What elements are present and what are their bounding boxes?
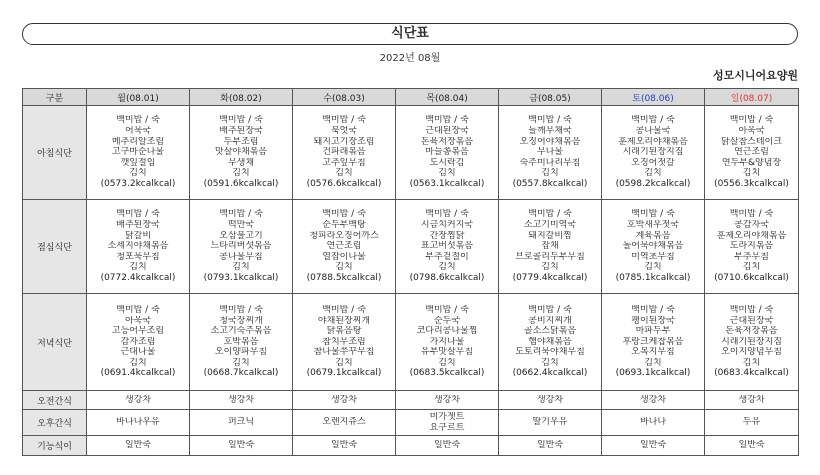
menu-item: 호박새우젓국 <box>626 220 680 231</box>
menu-cell-sat <box>602 106 705 200</box>
menu-item: 콩비지찌개 <box>528 315 572 326</box>
menu-item: 시래기된장지짐 <box>721 336 782 347</box>
menu-item: 콩감자국 <box>734 220 769 231</box>
menu-item: (0683.4kcalkcal) <box>714 368 789 379</box>
menu-item: 백미밥 / 죽 <box>116 304 160 315</box>
menu-item: 무나물 <box>536 147 564 158</box>
menu-cell-thu <box>396 200 499 294</box>
menu-item: (0691.4kcalkcal) <box>100 368 176 379</box>
menu-item: (0788.5kcalkcal) <box>306 272 382 283</box>
menu-month: 2022년 08월 <box>379 53 441 64</box>
menu-item: (0576.6kcalkcal) <box>306 178 382 189</box>
menu-item: 김치 <box>742 262 761 273</box>
menu-item: 시래기된장지짐 <box>622 147 684 158</box>
menu-item: 야채된장찌개 <box>317 315 371 326</box>
menu-item: 소고기미역국 <box>523 220 577 231</box>
menu-item: 생강차 <box>738 394 765 405</box>
menu-item: 일반죽 <box>124 440 152 451</box>
menu-item: 도토리묵야채무침 <box>515 347 585 358</box>
menu-item: 콩나물국 <box>635 126 671 137</box>
menu-item: 생강차 <box>124 394 152 405</box>
menu-item: 고등어무조림 <box>111 326 165 337</box>
am-snack-row <box>23 391 799 410</box>
menu-cell-wed <box>293 391 396 410</box>
menu-item: 일반죽 <box>227 440 255 451</box>
menu-item: 닭볶음탕 <box>326 326 362 337</box>
menu-cell-thu <box>396 106 499 200</box>
menu-cell-fri <box>499 200 602 294</box>
menu-item: 잡채 <box>541 241 559 252</box>
menu-item: 김치 <box>232 168 250 179</box>
menu-item: 훈제오리야채볶음 <box>618 136 688 147</box>
menu-item: (0668.7kcalkcal) <box>203 368 279 379</box>
row-label: 저녁식단 <box>23 294 87 391</box>
menu-item: 소고기숙주볶음 <box>210 326 272 337</box>
menu-item: 표고버섯볶음 <box>420 241 474 252</box>
menu-item: 백미밥 / 죽 <box>729 209 774 220</box>
facility-name: 성모시니어요양원 <box>712 69 798 82</box>
menu-item: 계육볶음 <box>635 230 671 241</box>
menu-item: 호박볶음 <box>223 336 259 347</box>
menu-item: (0556.3kcalkcal) <box>714 178 789 189</box>
menu-item: 도라지볶음 <box>729 241 774 252</box>
menu-item: 백미밥 / 죽 <box>528 115 572 126</box>
menu-item: 고구마순나물 <box>111 147 165 158</box>
breakfast-row <box>23 106 799 200</box>
menu-item: 김치 <box>232 262 250 273</box>
menu-item: 근대나물 <box>120 347 156 358</box>
menu-item: 숙주미나리무침 <box>519 157 581 168</box>
menu-item: 돈육저장볶음 <box>725 326 778 337</box>
menu-item: 김치 <box>438 357 456 368</box>
menu-item: 유부맛살무침 <box>420 347 474 358</box>
menu-item: 퍼크닉 <box>227 417 255 428</box>
menu-item: 콩나물무침 <box>219 251 263 262</box>
menu-item: 돈육저장볶음 <box>420 136 474 147</box>
menu-cell-sun <box>705 106 799 200</box>
menu-item: 김치 <box>335 262 353 273</box>
menu-item: 백미밥 / 죽 <box>729 115 774 126</box>
menu-cell-thu <box>396 436 499 456</box>
menu-item: 생강차 <box>330 394 358 405</box>
menu-item: 햄야채볶음 <box>528 336 572 347</box>
menu-item: 들깨무채국 <box>528 126 572 137</box>
header-row <box>23 89 799 106</box>
menu-item: 백미밥 / 죽 <box>631 304 675 315</box>
menu-cell-tue <box>190 200 293 294</box>
menu-item: 북엇국 <box>330 126 358 137</box>
menu-item: 백미밥 / 죽 <box>219 304 263 315</box>
menu-cell-sat <box>602 294 705 391</box>
menu-cell-thu <box>396 391 499 410</box>
menu-title: 식단표 <box>22 23 798 45</box>
menu-item: 김치 <box>541 357 559 368</box>
menu-item: 딸기우유 <box>532 417 568 428</box>
menu-item: 마늘쫑볶음 <box>425 147 469 158</box>
menu-item: 김치 <box>129 357 147 368</box>
menu-item: 느타리버섯볶음 <box>210 241 272 252</box>
menu-item: (0710.6kcalkcal) <box>714 272 789 283</box>
menu-cell-thu <box>396 294 499 391</box>
dinner-row <box>23 294 799 391</box>
menu-item: 후랑크케찹볶음 <box>622 336 684 347</box>
menu-cell-mon <box>87 391 190 410</box>
menu-cell-mon <box>87 410 190 436</box>
menu-item: 연두부&양념장 <box>721 157 782 168</box>
menu-item: 김치 <box>129 262 147 273</box>
day-header-sun: 일(08.07) <box>705 89 799 106</box>
menu-item: 일반죽 <box>738 440 765 451</box>
menu-item: 닭갈비 <box>124 230 152 241</box>
menu-cell-fri <box>499 294 602 391</box>
menu-item: 김치 <box>742 168 761 179</box>
menu-item: 미가젯트 <box>429 411 465 422</box>
menu-item: 어묵국 <box>124 126 152 137</box>
menu-item: 백미밥 / 죽 <box>631 209 675 220</box>
menu-cell-sun <box>705 410 799 436</box>
menu-item: 참나물쭈꾸무침 <box>313 347 375 358</box>
menu-cell-tue <box>190 410 293 436</box>
menu-cell-mon <box>87 294 190 391</box>
menu-item: (0785.1kcalkcal) <box>615 272 691 283</box>
menu-item: 아욱국 <box>124 315 152 326</box>
menu-item: 백미밥 / 죽 <box>425 115 469 126</box>
menu-item: 소세지야채볶음 <box>107 241 169 252</box>
menu-item: 근대된장국 <box>425 126 469 137</box>
menu-item: 백미밥 / 죽 <box>631 115 675 126</box>
menu-cell-mon <box>87 106 190 200</box>
menu-item: 맛살야채볶음 <box>214 147 268 158</box>
row-label: 오전간식 <box>23 391 87 410</box>
menu-cell-wed <box>293 294 396 391</box>
menu-item: 도시락김 <box>429 157 465 168</box>
menu-cell-sat <box>602 200 705 294</box>
menu-item: (0563.1kcalkcal) <box>409 178 485 189</box>
menu-item: 깻잎절임 <box>120 157 156 168</box>
day-header-mon: 월(08.01) <box>87 89 190 106</box>
menu-cell-sat <box>602 410 705 436</box>
day-header-fri: 금(08.05) <box>499 89 602 106</box>
day-header-wed: 수(08.03) <box>293 89 396 106</box>
menu-cell-fri <box>499 436 602 456</box>
menu-item: (0573.2kcalkcal) <box>100 178 176 189</box>
menu-item: (0662.4kcalkcal) <box>512 368 588 379</box>
menu-cell-wed <box>293 200 396 294</box>
menu-item: 미역초무침 <box>631 251 675 262</box>
menu-item: 김치 <box>438 262 456 273</box>
menu-item: 고추잎무침 <box>322 157 366 168</box>
menu-item: 코다리콩나물찜 <box>416 326 478 337</box>
menu-item: 두부조림 <box>223 136 259 147</box>
menu-item: 백미밥 / 죽 <box>322 209 366 220</box>
menu-item: 김치 <box>129 168 147 179</box>
menu-item: (0772.4kcalkcal) <box>100 272 176 283</box>
menu-item: 생강차 <box>639 394 667 405</box>
menu-item: 청피라오징어까스 <box>309 230 379 241</box>
menu-item: 김치 <box>541 262 559 273</box>
day-header-tue: 화(08.02) <box>190 89 293 106</box>
menu-item: 백미밥 / 죽 <box>116 115 160 126</box>
menu-item: 김치 <box>541 168 559 179</box>
row-label: 오후간식 <box>23 410 87 436</box>
menu-cell-sat <box>602 436 705 456</box>
menu-item: 참치무조림 <box>322 336 366 347</box>
menu-item: 청포묵무침 <box>116 251 160 262</box>
menu-item: 떡만국 <box>227 220 255 231</box>
menu-cell-wed <box>293 436 396 456</box>
menu-cell-wed <box>293 106 396 200</box>
menu-item: 부추겉절이 <box>425 251 469 262</box>
row-label: 기능식이 <box>23 436 87 456</box>
lunch-row <box>23 200 799 294</box>
menu-item: 마파두부 <box>635 326 671 337</box>
menu-cell-tue <box>190 436 293 456</box>
menu-item: 오렌지쥬스 <box>322 417 366 428</box>
menu-item: 순두국 <box>433 315 461 326</box>
menu-item: (0779.4kcalkcal) <box>512 272 588 283</box>
menu-cell-sun <box>705 294 799 391</box>
menu-item: 백미밥 / 죽 <box>528 304 572 315</box>
menu-item: 브로콜리두부무침 <box>515 251 585 262</box>
menu-item: 팽이된장국 <box>631 315 675 326</box>
menu-item: 닭살참스테이크 <box>721 136 782 147</box>
menu-cell-sun <box>705 436 799 456</box>
menu-item: 메추리알조림 <box>111 136 165 147</box>
menu-cell-tue <box>190 294 293 391</box>
menu-item: (0798.6kcalkcal) <box>409 272 485 283</box>
menu-item: 오복지무침 <box>631 347 675 358</box>
menu-item: 돌어묵야채볶음 <box>622 241 684 252</box>
menu-item: 간장찜닭 <box>429 230 465 241</box>
menu-item: (0683.5kcalkcal) <box>409 368 485 379</box>
menu-item: 일반죽 <box>639 440 667 451</box>
menu-table <box>22 88 799 456</box>
menu-item: 김치 <box>232 357 250 368</box>
menu-item: 바나나 <box>639 417 667 428</box>
menu-item: 김치 <box>335 357 353 368</box>
menu-item: 가지나물 <box>429 336 465 347</box>
menu-item: 김치 <box>644 262 662 273</box>
menu-item: 감자조림 <box>120 336 156 347</box>
menu-item: 오징어야채볶음 <box>519 136 581 147</box>
menu-cell-mon <box>87 436 190 456</box>
menu-cell-fri <box>499 410 602 436</box>
menu-item: 백미밥 / 죽 <box>219 209 263 220</box>
menu-item: 김치 <box>644 168 662 179</box>
menu-item: 김치 <box>742 357 761 368</box>
menu-item: 생강차 <box>227 394 255 405</box>
menu-cell-mon <box>87 200 190 294</box>
menu-item: 아욱국 <box>738 126 765 137</box>
menu-item: 김치 <box>335 168 353 179</box>
menu-item: 백미밥 / 죽 <box>425 209 469 220</box>
menu-item: 백미밥 / 죽 <box>729 304 774 315</box>
menu-item: 돼지갈비찜 <box>528 230 572 241</box>
menu-item: 순두부백탕 <box>322 220 366 231</box>
menu-item: 훈제오리야채볶음 <box>716 230 787 241</box>
menu-item: 두유 <box>742 417 761 428</box>
menu-item: (0598.2kcalkcal) <box>615 178 691 189</box>
menu-item: 백미밥 / 죽 <box>116 209 160 220</box>
menu-item: 일반죽 <box>536 440 564 451</box>
menu-item: 일반죽 <box>433 440 461 451</box>
menu-item: (0793.1kcalkcal) <box>203 272 279 283</box>
menu-cell-wed <box>293 410 396 436</box>
menu-item: 청국장찌개 <box>219 315 263 326</box>
menu-item: 돼지고기장조림 <box>313 136 375 147</box>
menu-item: 골소스닭볶음 <box>523 326 577 337</box>
menu-item: 오삼불고기 <box>219 230 263 241</box>
menu-item: 일반죽 <box>330 440 358 451</box>
menu-item: 백미밥 / 죽 <box>322 304 366 315</box>
menu-item: 배추된장국 <box>116 220 160 231</box>
menu-cell-tue <box>190 106 293 200</box>
corner-header: 구분 <box>23 89 87 106</box>
functional-diet-row <box>23 436 799 456</box>
menu-item: 바나나우유 <box>116 417 160 428</box>
menu-item: (0679.1kcalkcal) <box>306 368 382 379</box>
menu-item: (0557.8kcalkcal) <box>512 178 588 189</box>
menu-item: 백미밥 / 죽 <box>425 304 469 315</box>
menu-item: 배추된장국 <box>219 126 263 137</box>
menu-item: 오이지양념무침 <box>721 347 782 358</box>
pm-snack-row <box>23 410 799 436</box>
menu-item: 부추무침 <box>734 251 769 262</box>
menu-cell-tue <box>190 391 293 410</box>
day-header-sat: 토(08.06) <box>602 89 705 106</box>
menu-item: 근대된장국 <box>729 315 774 326</box>
menu-cell-sat <box>602 391 705 410</box>
menu-item: 백미밥 / 죽 <box>322 115 366 126</box>
menu-item: 오이양파무침 <box>214 347 268 358</box>
menu-item: 김치 <box>438 168 456 179</box>
menu-item: 백미밥 / 죽 <box>219 115 263 126</box>
row-label: 점심식단 <box>23 200 87 294</box>
menu-item: 요구르트 <box>429 422 465 433</box>
menu-item: 시금치커지국 <box>420 220 474 231</box>
menu-item: 김치 <box>644 357 662 368</box>
menu-cell-sun <box>705 200 799 294</box>
menu-item: 열잡이나물 <box>322 251 366 262</box>
menu-item: 오징어젓갈 <box>631 157 675 168</box>
row-label: 아침식단 <box>23 106 87 200</box>
menu-item: (0591.6kcalkcal) <box>203 178 279 189</box>
menu-item: 백미밥 / 죽 <box>528 209 572 220</box>
menu-item: (0693.1kcalkcal) <box>615 368 691 379</box>
menu-item: 건파래볶음 <box>322 147 366 158</box>
menu-item: 생강차 <box>433 394 461 405</box>
menu-cell-thu <box>396 410 499 436</box>
menu-cell-fri <box>499 391 602 410</box>
menu-item: 연근조림 <box>734 147 769 158</box>
menu-item: 무생채 <box>227 157 255 168</box>
menu-item: 연근조림 <box>326 241 362 252</box>
menu-cell-fri <box>499 106 602 200</box>
menu-cell-sun <box>705 391 799 410</box>
day-header-thu: 목(08.04) <box>396 89 499 106</box>
menu-item: 생강차 <box>536 394 564 405</box>
